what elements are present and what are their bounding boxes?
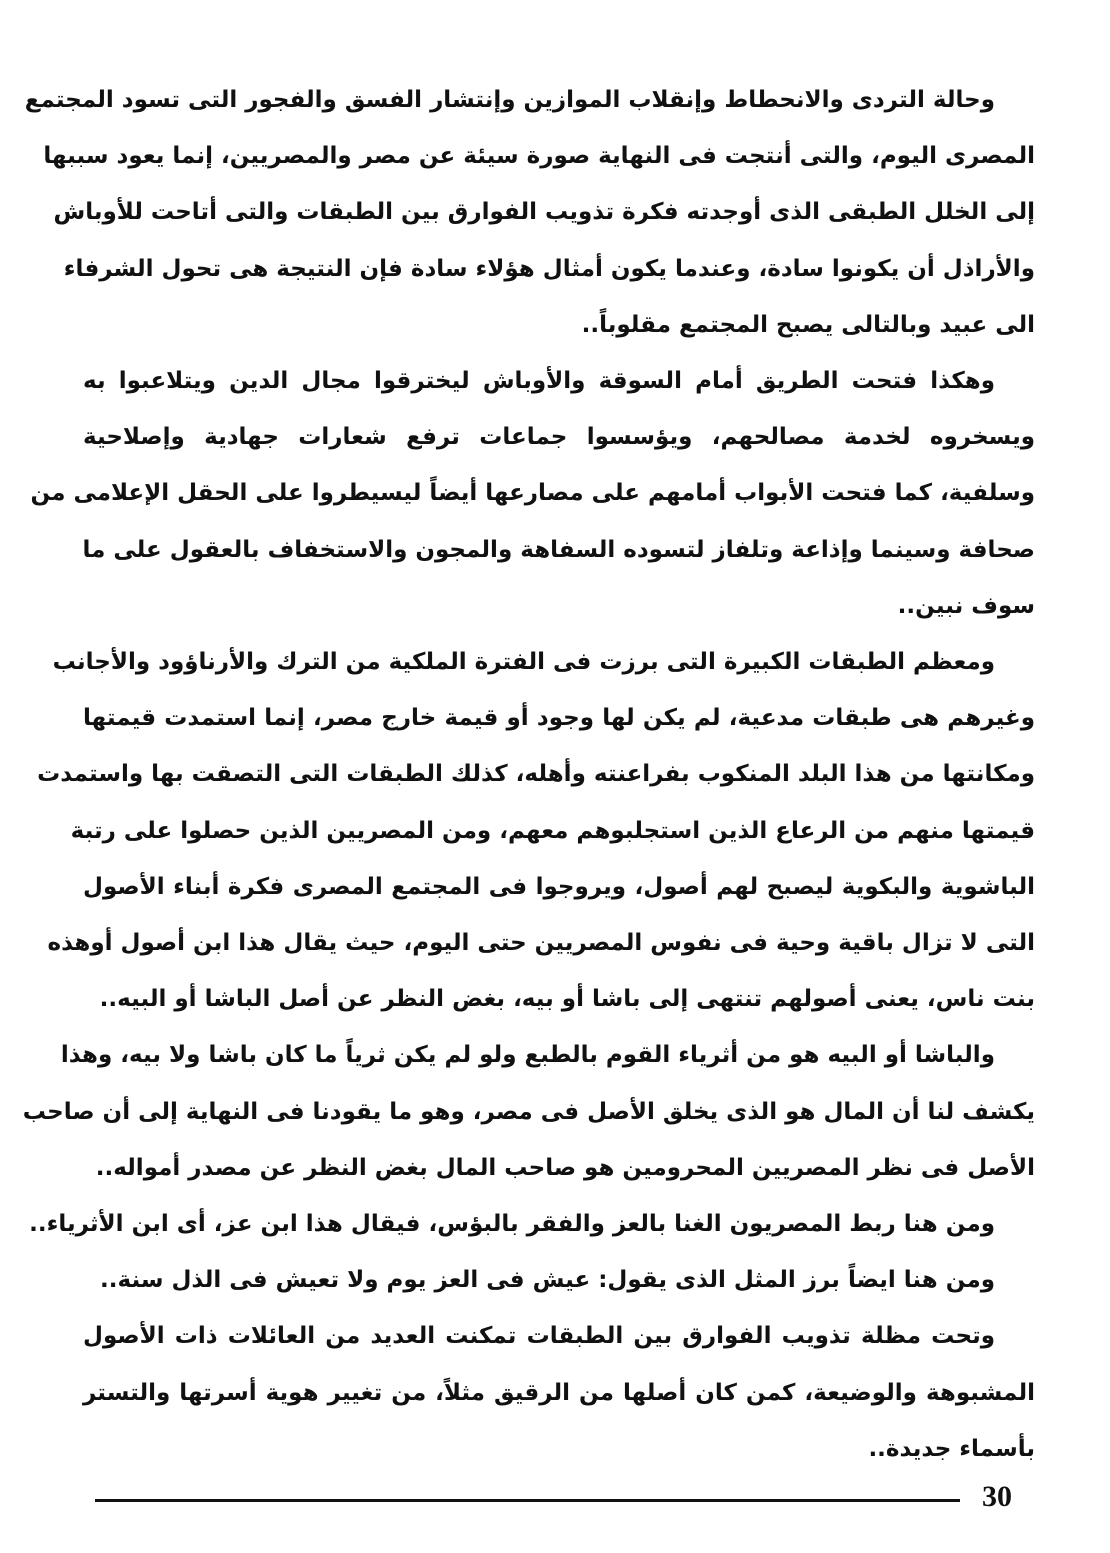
footer-rule — [95, 1499, 960, 1502]
paragraph-3-line: وغيرهم هى طبقات مدعية، لم يكن لها وجود أو قيمة خارج مصر، إنما استمدت قيمتها — [83, 705, 1035, 732]
paragraph-3-line: التى لا تزال باقية وحية فى نفوس المصريين حتى اليوم، حيث يقال هذا ابن أصول أوهذه — [47, 930, 1035, 956]
paragraph-7-line: وتحت مظلة تذويب الفوارق بين الطبقات تمكنت العديد من العائلات ذات الأصول — [83, 1323, 995, 1350]
paragraph-1-line: المصرى اليوم، والتى أنتجت فى النهاية صورة سيئة عن مصر والمصريين، إنما يعود سببها — [43, 143, 1035, 170]
paragraph-1-line: إلى الخلل الطبقى الذى أوجدته فكرة تذويب الفوارق بين الطبقات والتى أتاحت للأوباش — [53, 199, 1035, 226]
paragraph-3-line: الباشوية والبكوية ليصبح لهم أصول، ويروجوا فى المجتمع المصرى فكرة أبناء الأصول — [83, 873, 1035, 900]
paragraph-4-line: يكشف لنا أن المال هو الذى يخلق الأصل فى مصر، وهو ما يقودنا فى النهاية إلى أن صاحب — [22, 1098, 1035, 1125]
paragraph-4-line: الأصل فى نظر المصريين المحرومين هو صاحب المال بغض النظر عن مصدر أمواله.. — [95, 1154, 1035, 1181]
paragraph-5-line: ومن هنا ربط المصريون الغنا بالعز والفقر بالبؤس، فيقال هذا ابن عز، أى ابن الأثرياء.. — [29, 1211, 995, 1237]
paragraph-3-line: ومعظم الطبقات الكبيرة التى برزت فى الفترة الملكية من الترك والأرناؤود والأجانب — [52, 649, 995, 675]
paragraph-2-line: وسلفية، كما فتحت الأبواب أمامهم على مصارعها أيضاً ليسيطروا على الحقل الإعلامى من — [30, 480, 1035, 507]
paragraph-4-line: والباشا أو البيه هو من أثرياء القوم بالطبع ولو لم يكن ثرياً ما كان باشا ولا بيه، وهذا — [60, 1042, 995, 1069]
paragraph-3-line: ومكانتها من هذا البلد المنكوب بفراعنته وأهله، كذلك الطبقات التى التصقت بها واستمدت — [37, 761, 1035, 788]
paragraph-7-line: بأسماء جديدة.. — [868, 1435, 1035, 1462]
paragraph-2-line: ويسخروه لخدمة مصالحهم، ويؤسسوا جماعات ترفع شعارات جهادية وإصلاحية — [83, 424, 1035, 451]
paragraph-1-line: الى عبيد وبالتالى يصبح المجتمع مقلوباً.. — [581, 311, 1035, 338]
paragraph-3-line: بنت ناس، يعنى أصولهم تنتهى إلى باشا أو بيه، بغض النظر عن أصل الباشا أو البيه.. — [99, 986, 1035, 1013]
paragraph-2-line: سوف نبين.. — [897, 592, 1035, 619]
paragraph-2-line: وهكذا فتحت الطريق أمام السوقة والأوباش ليخترقوا مجال الدين ويتلاعبوا به — [83, 368, 995, 394]
paragraph-1-line: والأراذل أن يكونوا سادة، وعندما يكون أمثال هؤلاء سادة فإن النتيجة هى تحول الشرفاء — [63, 255, 1035, 282]
paragraph-7-line: المشبوهة والوضيعة، كمن كان أصلها من الرقيق مثلاً، من تغيير هوية أسرتها والتستر — [83, 1379, 1035, 1406]
page-number: 30 — [982, 1480, 1012, 1513]
paragraph-6-line: ومن هنا ايضاً برز المثل الذى يقول: عيش فى العز يوم ولا تعيش فى الذل سنة.. — [100, 1267, 995, 1294]
paragraph-3-line: قيمتها منهم من الرعاع الذين استجلبوهم معهم، ومن المصريين الذين حصلوا على رتبة — [70, 817, 1035, 844]
paragraph-1-line: وحالة التردى والانحطاط وإنقلاب الموازين وإنتشار الفسق والفجور التى تسود المجتمع — [24, 87, 995, 113]
paragraph-2-line: صحافة وسينما وإذاعة وتلفاز لتسوده السفاهة والمجون والاستخفاف بالعقول على ما — [82, 536, 1035, 563]
